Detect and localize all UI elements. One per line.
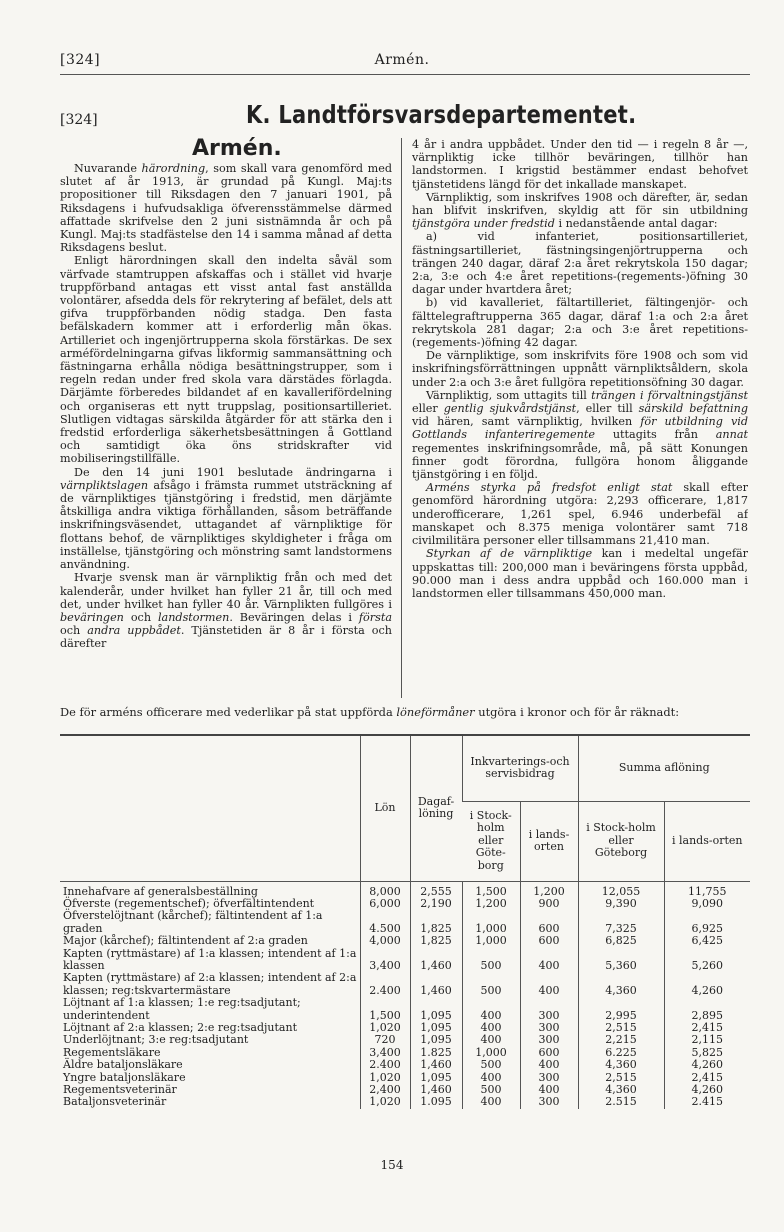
table-row bbox=[60, 1096, 750, 1108]
row-value: 500 bbox=[462, 1059, 520, 1071]
row-value: 1,825 bbox=[410, 910, 462, 935]
row-value: 600 bbox=[520, 935, 578, 947]
right-paragraph-6: Styrkan af de värnpliktige kan i medeltal ungefär uppskattas till: 200,000 man i beväringens första uppbåd, 90.000 man i dess andra uppbåd och 160.000 man i landstormen eller tillsammans 450,000 man. bbox=[412, 547, 748, 600]
row-value: 2,515 bbox=[578, 1022, 664, 1034]
header-landsorten-sum: i lands-orten bbox=[664, 801, 750, 881]
row-value: 1,200 bbox=[520, 881, 578, 898]
right-paragraph-5: Arméns styrka på fredsfot enligt stat skall efter genomförd härordning utgöra: 2,293 officerare, 1,817 underofficerare, 1,261 spel, 6.946 underbefäl af manskapet och 8.375 meniga volontärer samt 718 civilmilitära personer eller tillsammans 21,410 man. bbox=[412, 481, 748, 548]
salary-table bbox=[60, 734, 750, 1109]
header-summa: Summa aflöning bbox=[578, 735, 750, 801]
row-value: 3,400 bbox=[360, 948, 410, 973]
row-value: 1,020 bbox=[360, 1096, 410, 1108]
right-paragraph-4: Värnpliktig, som uttagits till trängen i förvaltningstjänst eller gentlig sjukvårdstjänst, eller till särskild befattning vid hären, samt värnpliktig, hvilken för utbildning vid Gottlands infanteriregemente uttagits från annat regementes inskrifningsområde, må, på sätt Konungen finner godt förordna, fullgöra honom åliggande tjänstgöring i en följd. bbox=[412, 388, 748, 482]
row-value: 400 bbox=[462, 1072, 520, 1084]
row-value: 400 bbox=[462, 997, 520, 1022]
row-value: 12,055 bbox=[578, 881, 664, 898]
header-dagaf: Dagaf-löning bbox=[410, 735, 462, 881]
row-value: 6.225 bbox=[578, 1047, 664, 1059]
row-value: 300 bbox=[520, 1034, 578, 1046]
left-paragraph-2: Enligt härordningen skall den indelta såväl som värfvade stamtruppen afskaffas och i stället vid hvarje truppförband antagas ett visst antal fast anställda volontärer, afsedda dels för rekrytering af befälet, dels att gifva truppförbanden nödig stadga. Den fasta befälskadern kommer att i erforderlig mån ökas. Artilleriet och ingenjörtrupperna skola förstärkas. De sex arméfördelningarna gifvas likformig sammansättning och fästningarna erhålla nödiga besättningstrupper, som i regeln redan under fred skola vara därstädes förlagda. Därjämte förberedes bildandet af en kavallerifördelning och organiseras ett nytt truppslag, positionsartilleriet. Slutligen vidtagas särskilda åtgärder för att stärka den i fredstid erforderliga säkerhetsbesättningen å Gottland och samtidigt öka öns stridskrafter vid mobiliseringstillfälle. bbox=[60, 254, 392, 466]
row-value: 2,995 bbox=[578, 997, 664, 1022]
row-value: 5,260 bbox=[664, 948, 750, 973]
chapter-title: K. Landtförsvarsdepartementet. bbox=[246, 100, 637, 129]
row-label: Bataljonsveterinär bbox=[63, 1095, 167, 1109]
row-value: 400 bbox=[462, 1034, 520, 1046]
row-value: 4.500 bbox=[360, 910, 410, 935]
row-value: 6,000 bbox=[360, 898, 410, 910]
row-value: 2.515 bbox=[578, 1096, 664, 1108]
row-value: 5,825 bbox=[664, 1047, 750, 1059]
row-value: 2,215 bbox=[578, 1034, 664, 1046]
row-value: 4,260 bbox=[664, 1084, 750, 1096]
row-value: 2.400 bbox=[360, 1059, 410, 1071]
row-value: 3,400 bbox=[360, 1047, 410, 1059]
row-value: 9,090 bbox=[664, 898, 750, 910]
row-value: 8,000 bbox=[360, 881, 410, 898]
row-value: 9,390 bbox=[578, 898, 664, 910]
header-rule bbox=[60, 74, 750, 75]
row-value: 900 bbox=[520, 898, 578, 910]
row-label: Löjtnant af 1:a klassen; 1:e reg:tsadjutant; underintendent bbox=[63, 996, 301, 1022]
row-value: 2.400 bbox=[360, 972, 410, 997]
table-row bbox=[60, 881, 750, 898]
left-paragraph-4: Hvarje svensk man är värnpliktig från och med det kalenderår, under hvilket han fyller 21 år, till och med det, under hvilket han fyller 40 år. Värnplikten fullgöres i beväringen och landstormen. Beväringen delas i första och andra uppbådet. Tjänstetiden är 8 år i första och därefter bbox=[60, 571, 392, 651]
row-value: 5,360 bbox=[578, 948, 664, 973]
running-title: Armén. bbox=[374, 52, 430, 68]
row-value: 6,825 bbox=[578, 935, 664, 947]
row-value: 500 bbox=[462, 948, 520, 973]
row-label: Regementsveterinär bbox=[63, 1083, 177, 1096]
row-value: 300 bbox=[520, 1096, 578, 1108]
row-value: 1,095 bbox=[410, 1072, 462, 1084]
row-value: 1.095 bbox=[410, 1096, 462, 1108]
right-paragraph-b: b) vid kavalleriet, fältartilleriet, fältingenjör- och fälttelegraftrupperna 365 dagar, däraf 1:a och 2:a året rekrytskola 281 dagar; 2:a och 3:e året repetitions-(regements-)öfning 42 dagar. bbox=[412, 296, 748, 350]
row-value: 4,260 bbox=[664, 1059, 750, 1071]
row-value: 1,500 bbox=[360, 997, 410, 1022]
row-label: Öfverstelöjtnant (kårchef); fältintendent af 1:a graden bbox=[63, 909, 323, 935]
table-row bbox=[60, 1059, 750, 1071]
row-value: 2,515 bbox=[578, 1072, 664, 1084]
right-column bbox=[412, 138, 748, 700]
header-landsorten: i lands-orten bbox=[520, 801, 578, 881]
row-value: 1,200 bbox=[462, 898, 520, 910]
header-stockholm: i Stock-holm eller Göte-borg bbox=[462, 801, 520, 881]
row-value: 1,460 bbox=[410, 972, 462, 997]
row-value: 4,360 bbox=[578, 1059, 664, 1071]
header-stockholm-sum: i Stock-holm eller Göteborg bbox=[578, 801, 664, 881]
row-value: 2,555 bbox=[410, 881, 462, 898]
row-value: 1,000 bbox=[462, 935, 520, 947]
row-value: 6,425 bbox=[664, 935, 750, 947]
row-value: 2,415 bbox=[664, 1022, 750, 1034]
row-label: Öfverste (regementschef); öfverfältintendent bbox=[63, 896, 315, 910]
page-number: 154 bbox=[380, 1158, 404, 1172]
row-value: 11,755 bbox=[664, 881, 750, 898]
row-value: 2,190 bbox=[410, 898, 462, 910]
row-value: 1,095 bbox=[410, 1022, 462, 1034]
row-value: 400 bbox=[520, 948, 578, 973]
table-row bbox=[60, 1034, 750, 1046]
row-value: 500 bbox=[462, 972, 520, 997]
row-value: 4,360 bbox=[578, 972, 664, 997]
row-value: 500 bbox=[462, 1084, 520, 1096]
row-value: 1,460 bbox=[410, 1059, 462, 1071]
row-label: Kapten (ryttmästare) af 2:a klassen; intendent af 2:a klassen; reg:tskvartermästare bbox=[63, 971, 357, 997]
row-value: 4,000 bbox=[360, 935, 410, 947]
table-row bbox=[60, 972, 750, 997]
row-value: 300 bbox=[520, 1072, 578, 1084]
right-paragraph-a: a) vid infanteriet, positionsartilleriet, fästningsartilleriet, fästningsingenjörtrupperna och trängen 240 dagar, däraf 2:a året rekrytskola 150 dagar; 2:a, 3:e och 4:e året repetitions-(regements-)öfning 30 dagar under hvartdera året; bbox=[412, 230, 748, 297]
row-label: Regementsläkare bbox=[63, 1045, 161, 1059]
row-value: 2,895 bbox=[664, 997, 750, 1022]
header-lon: Lön bbox=[360, 735, 410, 881]
row-label: Äldre bataljonsläkare bbox=[63, 1058, 183, 1072]
row-value: 2,415 bbox=[664, 1072, 750, 1084]
row-value: 1,000 bbox=[462, 910, 520, 935]
row-value: 1,460 bbox=[410, 1084, 462, 1096]
right-paragraph-3: De värnpliktige, som inskrifvits före 1908 och som vid inskrifningsförrättningen uppnått värnpliktsåldern, skola under 2:a och 3:e året fullgöra repetitionsöfning 30 dagar. bbox=[412, 349, 748, 389]
row-label: Kapten (ryttmästare) af 1:a klassen; intendent af 1:a klassen bbox=[63, 946, 357, 972]
running-header bbox=[60, 52, 744, 74]
row-value: 1,825 bbox=[410, 935, 462, 947]
row-value: 1,500 bbox=[462, 881, 520, 898]
table-row bbox=[60, 997, 750, 1022]
row-label: Major (kårchef); fältintendent af 2:a graden bbox=[63, 934, 308, 948]
row-value: 400 bbox=[520, 1059, 578, 1071]
row-value: 400 bbox=[520, 972, 578, 997]
row-value: 1,460 bbox=[410, 948, 462, 973]
row-value: 1,095 bbox=[410, 1034, 462, 1046]
row-value: 400 bbox=[462, 1022, 520, 1034]
row-value: 4,360 bbox=[578, 1084, 664, 1096]
row-label: Löjtnant af 2:a klassen; 2:e reg:tsadjutant bbox=[63, 1020, 297, 1034]
row-value: 1,000 bbox=[462, 1047, 520, 1059]
left-paragraph-1: Nuvarande härordning, som skall vara genomförd med slutet af år 1913, är grundad på Kungl. Maj:ts propositioner till Riksdagen den 7 januari 1901, på Riksdagens i hufvudsakliga öfverensstämmelse därmed affattade skrifvelse den 2 juni sistnämnda år och på Kungl. Maj:ts stadfästelse den 14 i samma månad af detta Riksdagens beslut. bbox=[60, 162, 392, 255]
row-label: Innehafvare af generalsbeställning bbox=[63, 884, 258, 898]
label-header bbox=[60, 735, 360, 881]
table-row bbox=[60, 910, 750, 935]
column-divider bbox=[401, 138, 402, 698]
table-intro: De för arméns officerare med vederlikar på stat uppförda löneförmåner utgöra i kronor och för år räknadt: bbox=[60, 705, 680, 719]
row-value: 600 bbox=[520, 910, 578, 935]
section-page-ref: [324] bbox=[60, 112, 98, 128]
row-value: 7,325 bbox=[578, 910, 664, 935]
left-column bbox=[60, 162, 392, 700]
row-value: 400 bbox=[520, 1084, 578, 1096]
row-label: Underlöjtnant; 3:e reg:tsadjutant bbox=[63, 1033, 249, 1047]
row-value: 2,115 bbox=[664, 1034, 750, 1046]
row-value: 1,095 bbox=[410, 997, 462, 1022]
row-value: 1,020 bbox=[360, 1022, 410, 1034]
right-paragraph-2: Värnpliktig, som inskrifves 1908 och därefter, är, sedan han blifvit inskrifven, skyldig att för sin utbildning tjänstgöra under fredstid i nedanstående antal dagar: bbox=[412, 190, 748, 231]
row-value: 300 bbox=[520, 1022, 578, 1034]
row-value: 2.415 bbox=[664, 1096, 750, 1108]
row-value: 400 bbox=[462, 1096, 520, 1108]
row-value: 720 bbox=[360, 1034, 410, 1046]
left-paragraph-3: De den 14 juni 1901 beslutade ändringarna i värnpliktslagen afsågo i främsta rummet utsträckning af de värnpliktiges tjänstgöring i fredstid, men därjämte åtskilliga andra viktiga förhållanden, såsom beträffande inskrifningsväsendet, uttagandet af värnpliktige för flottans behof, de värnpliktiges skyldigheter i fråga om inställelse, tjänstgöring och mönstring samt landstormens användning. bbox=[60, 465, 392, 572]
table-row bbox=[60, 935, 750, 947]
row-value: 4,260 bbox=[664, 972, 750, 997]
right-paragraph-1: 4 år i andra uppbådet. Under den tid — i regeln 8 år —, värnpliktig icke tillhör beväringen, tillhör han landstormen. I krigstid bestämmer endast behofvet tjänstetidens längd för det inkallade manskapet. bbox=[412, 138, 748, 191]
header-inkvartering: Inkvarterings-och servisbidrag bbox=[462, 735, 578, 801]
row-label: Yngre bataljonsläkare bbox=[63, 1070, 186, 1084]
row-value: 2,400 bbox=[360, 1084, 410, 1096]
row-value: 6,925 bbox=[664, 910, 750, 935]
section-subtitle: Armén. bbox=[192, 136, 282, 161]
row-value: 1,020 bbox=[360, 1072, 410, 1084]
row-value: 300 bbox=[520, 997, 578, 1022]
header-page-ref: [324] bbox=[60, 52, 101, 68]
table-row bbox=[60, 948, 750, 973]
row-value: 600 bbox=[520, 1047, 578, 1059]
row-value: 1.825 bbox=[410, 1047, 462, 1059]
